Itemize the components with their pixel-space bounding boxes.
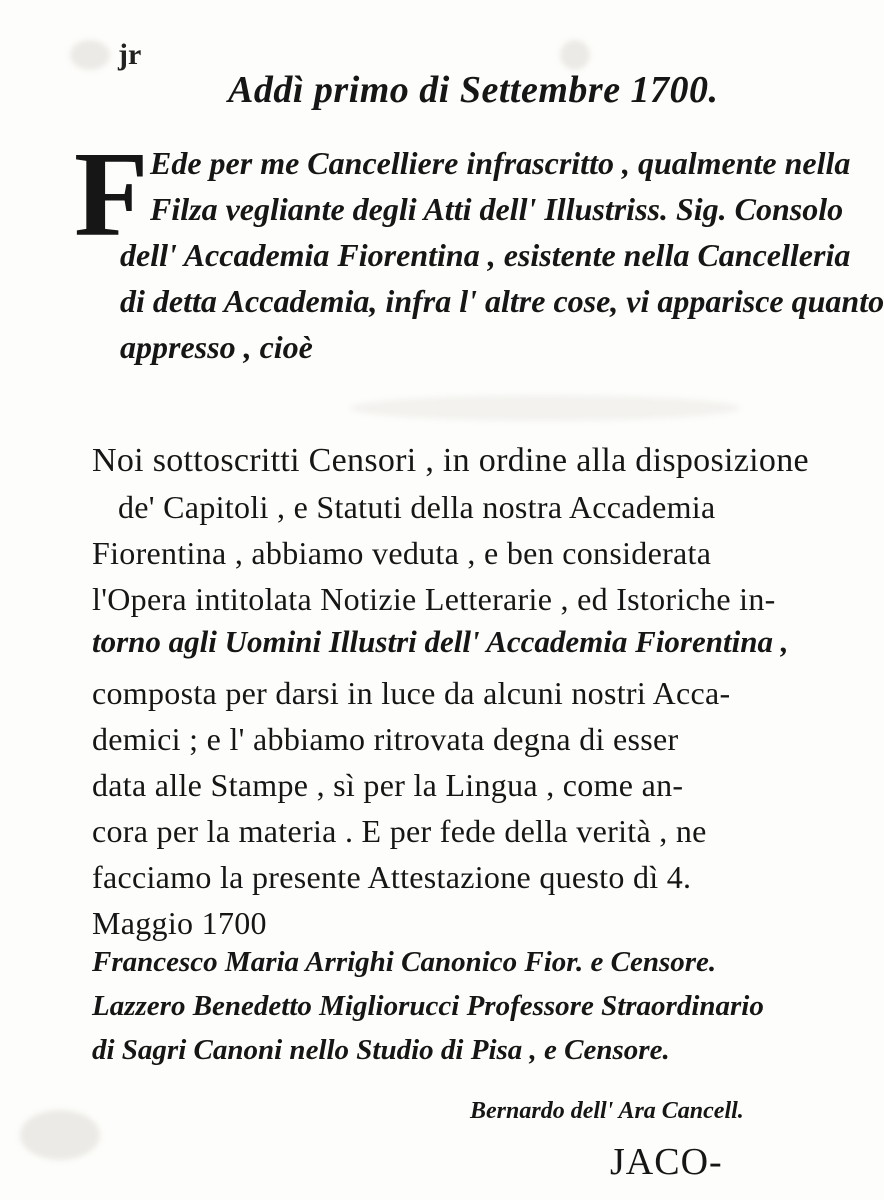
approval-line: composta per darsi in luce da alcuni nostri Acca- — [92, 675, 731, 711]
approval-line: Fiorentina , abbiamo veduta , e ben considerata — [92, 535, 712, 571]
chancellor-signature: Bernardo dell' Ara Cancell. — [470, 1098, 744, 1124]
declaration-paragraph — [74, 127, 884, 380]
approval-line: Noi sottoscritti Censori , in ordine alla disposizione — [92, 442, 809, 479]
approval-line: data alle Stampe , sì per la Lingua , come an- — [92, 767, 684, 803]
declaration-line: dell' Accademia Fiorentina , esistente nella Cancelleria — [120, 237, 851, 273]
catchword: JACO- — [610, 1141, 723, 1183]
declaration-line: appresso , cioè — [120, 329, 313, 365]
ink-smudge — [560, 40, 590, 70]
bleed-through-stain — [350, 395, 740, 421]
approval-line: l'Opera intitolata Notizie Letterarie , ed Istoriche in- — [92, 581, 776, 617]
approval-line: de' Capitoli , e Statuti della nostra Accademia — [118, 489, 716, 525]
drop-cap: F — [74, 127, 149, 262]
declaration-line: Ede per me Cancelliere infrascritto , qualmente nella — [150, 145, 851, 181]
censor-line: Lazzero Benedetto Migliorucci Professore Straordinario — [92, 990, 764, 1022]
censor-line: Francesco Maria Arrighi Canonico Fior. e Censore. — [92, 946, 717, 978]
declaration-line: Filza vegliante degli Atti dell' Illustriss. Sig. Consolo — [150, 191, 844, 227]
approval-line: facciamo la presente Attestazione questo dì 4. — [92, 859, 692, 895]
approval-line: cora per la materia . E per fede della verità , ne — [92, 813, 707, 849]
approval-line: Maggio 1700 — [92, 905, 267, 941]
page-mark: jr — [118, 38, 142, 71]
approval-line: torno agli Uomini Illustri dell' Accademia Fiorentina , — [92, 624, 789, 659]
approval-line: demici ; e l' abbiamo ritrovata degna di esser — [92, 721, 679, 757]
date-heading: Addì primo di Settembre 1700. — [228, 69, 719, 111]
ink-smudge — [20, 1110, 100, 1160]
declaration-line: di detta Accademia, infra l' altre cose, vi apparisce quanto — [120, 283, 884, 319]
censor-line: di Sagri Canoni nello Studio di Pisa , e Censore. — [92, 1034, 670, 1066]
ink-smudge — [70, 40, 110, 70]
